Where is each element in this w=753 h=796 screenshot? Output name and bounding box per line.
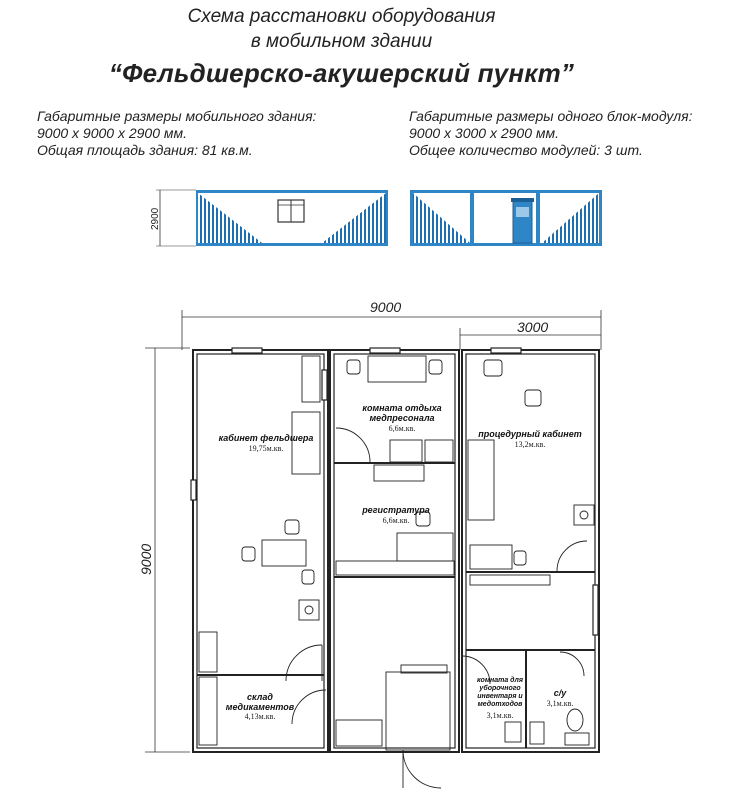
module-info-line-1: Габаритные размеры одного блок-модуля: [409,108,693,124]
table-furniture [390,440,422,462]
vestibule-cabinet [386,672,450,750]
chair-icon [525,390,541,406]
sink-icon [299,600,319,620]
desk-furniture [262,540,306,566]
cabinet-furniture [199,632,217,672]
dimension-total-depth: 9000 [138,543,154,575]
sink-icon [505,722,521,742]
chair-icon [242,547,255,561]
sofa-furniture [368,356,426,382]
room-label-storage: склад медикаментов [225,692,295,712]
room-area-cleaning: 3,1м.кв. [486,711,514,720]
chair-icon [302,570,314,584]
room-area-procedure: 13,2м.кв. [514,440,546,449]
bench-furniture [374,465,424,481]
chair-icon [429,360,442,374]
couch-furniture [468,440,494,520]
bench-furniture [336,720,382,746]
sink-icon [574,505,594,525]
module-info-line-3: Общее количество модулей: 3 шт. [409,142,643,158]
room-label-cleaning: комната для уборочного инвентаря и медотходов [477,677,523,708]
chair-icon [484,360,502,376]
room-area-rest: 6,6м.кв. [388,424,416,433]
room-label-wc: с/у [553,688,567,698]
toilet-icon [567,709,583,731]
room-area-wc: 3,1м.кв. [546,699,574,708]
room-label-procedure: процедурный кабинет [478,429,582,439]
elevation-height-label: 2900 [150,207,161,230]
room-area-registry: 6,6м.кв. [382,516,410,525]
building-info-line-3: Общая площадь здания: 81 кв.м. [37,142,253,158]
reception-desk [397,533,453,561]
chair-icon [347,360,360,374]
cabinet-furniture [470,545,512,569]
title-line-3: “Фельдшерско-акушерский пункт” [108,58,575,88]
room-area-feldsher: 19,75м.кв. [248,444,284,453]
equipment-icon [530,722,544,744]
table-furniture [425,440,453,462]
dimension-module-width: 3000 [517,319,549,335]
room-area-storage: 4,13м.кв. [244,712,276,721]
room-label-registry: регистратура [362,505,430,515]
title-line-1: Схема расстановки оборудования [187,6,496,27]
chair-icon [514,551,526,565]
room-label-feldsher: кабинет фельдшера [218,433,314,443]
room-label-rest: комната отдыха медпресонала [362,403,442,423]
cabinet-furniture [302,356,320,402]
couch-furniture [292,412,320,474]
sink-icon [565,733,589,745]
counter-furniture [470,575,550,585]
shelf-furniture [199,677,217,745]
title-line-2: в мобильном здании [250,31,433,52]
dimension-total-width: 9000 [370,299,402,315]
chair-icon [285,520,299,534]
counter-furniture [336,561,454,575]
building-info-line-2: 9000 х 9000 х 2900 мм. [37,125,187,141]
building-info-line-1: Габаритные размеры мобильного здания: [37,108,317,124]
module-info-line-2: 9000 х 3000 х 2900 мм. [409,125,559,141]
